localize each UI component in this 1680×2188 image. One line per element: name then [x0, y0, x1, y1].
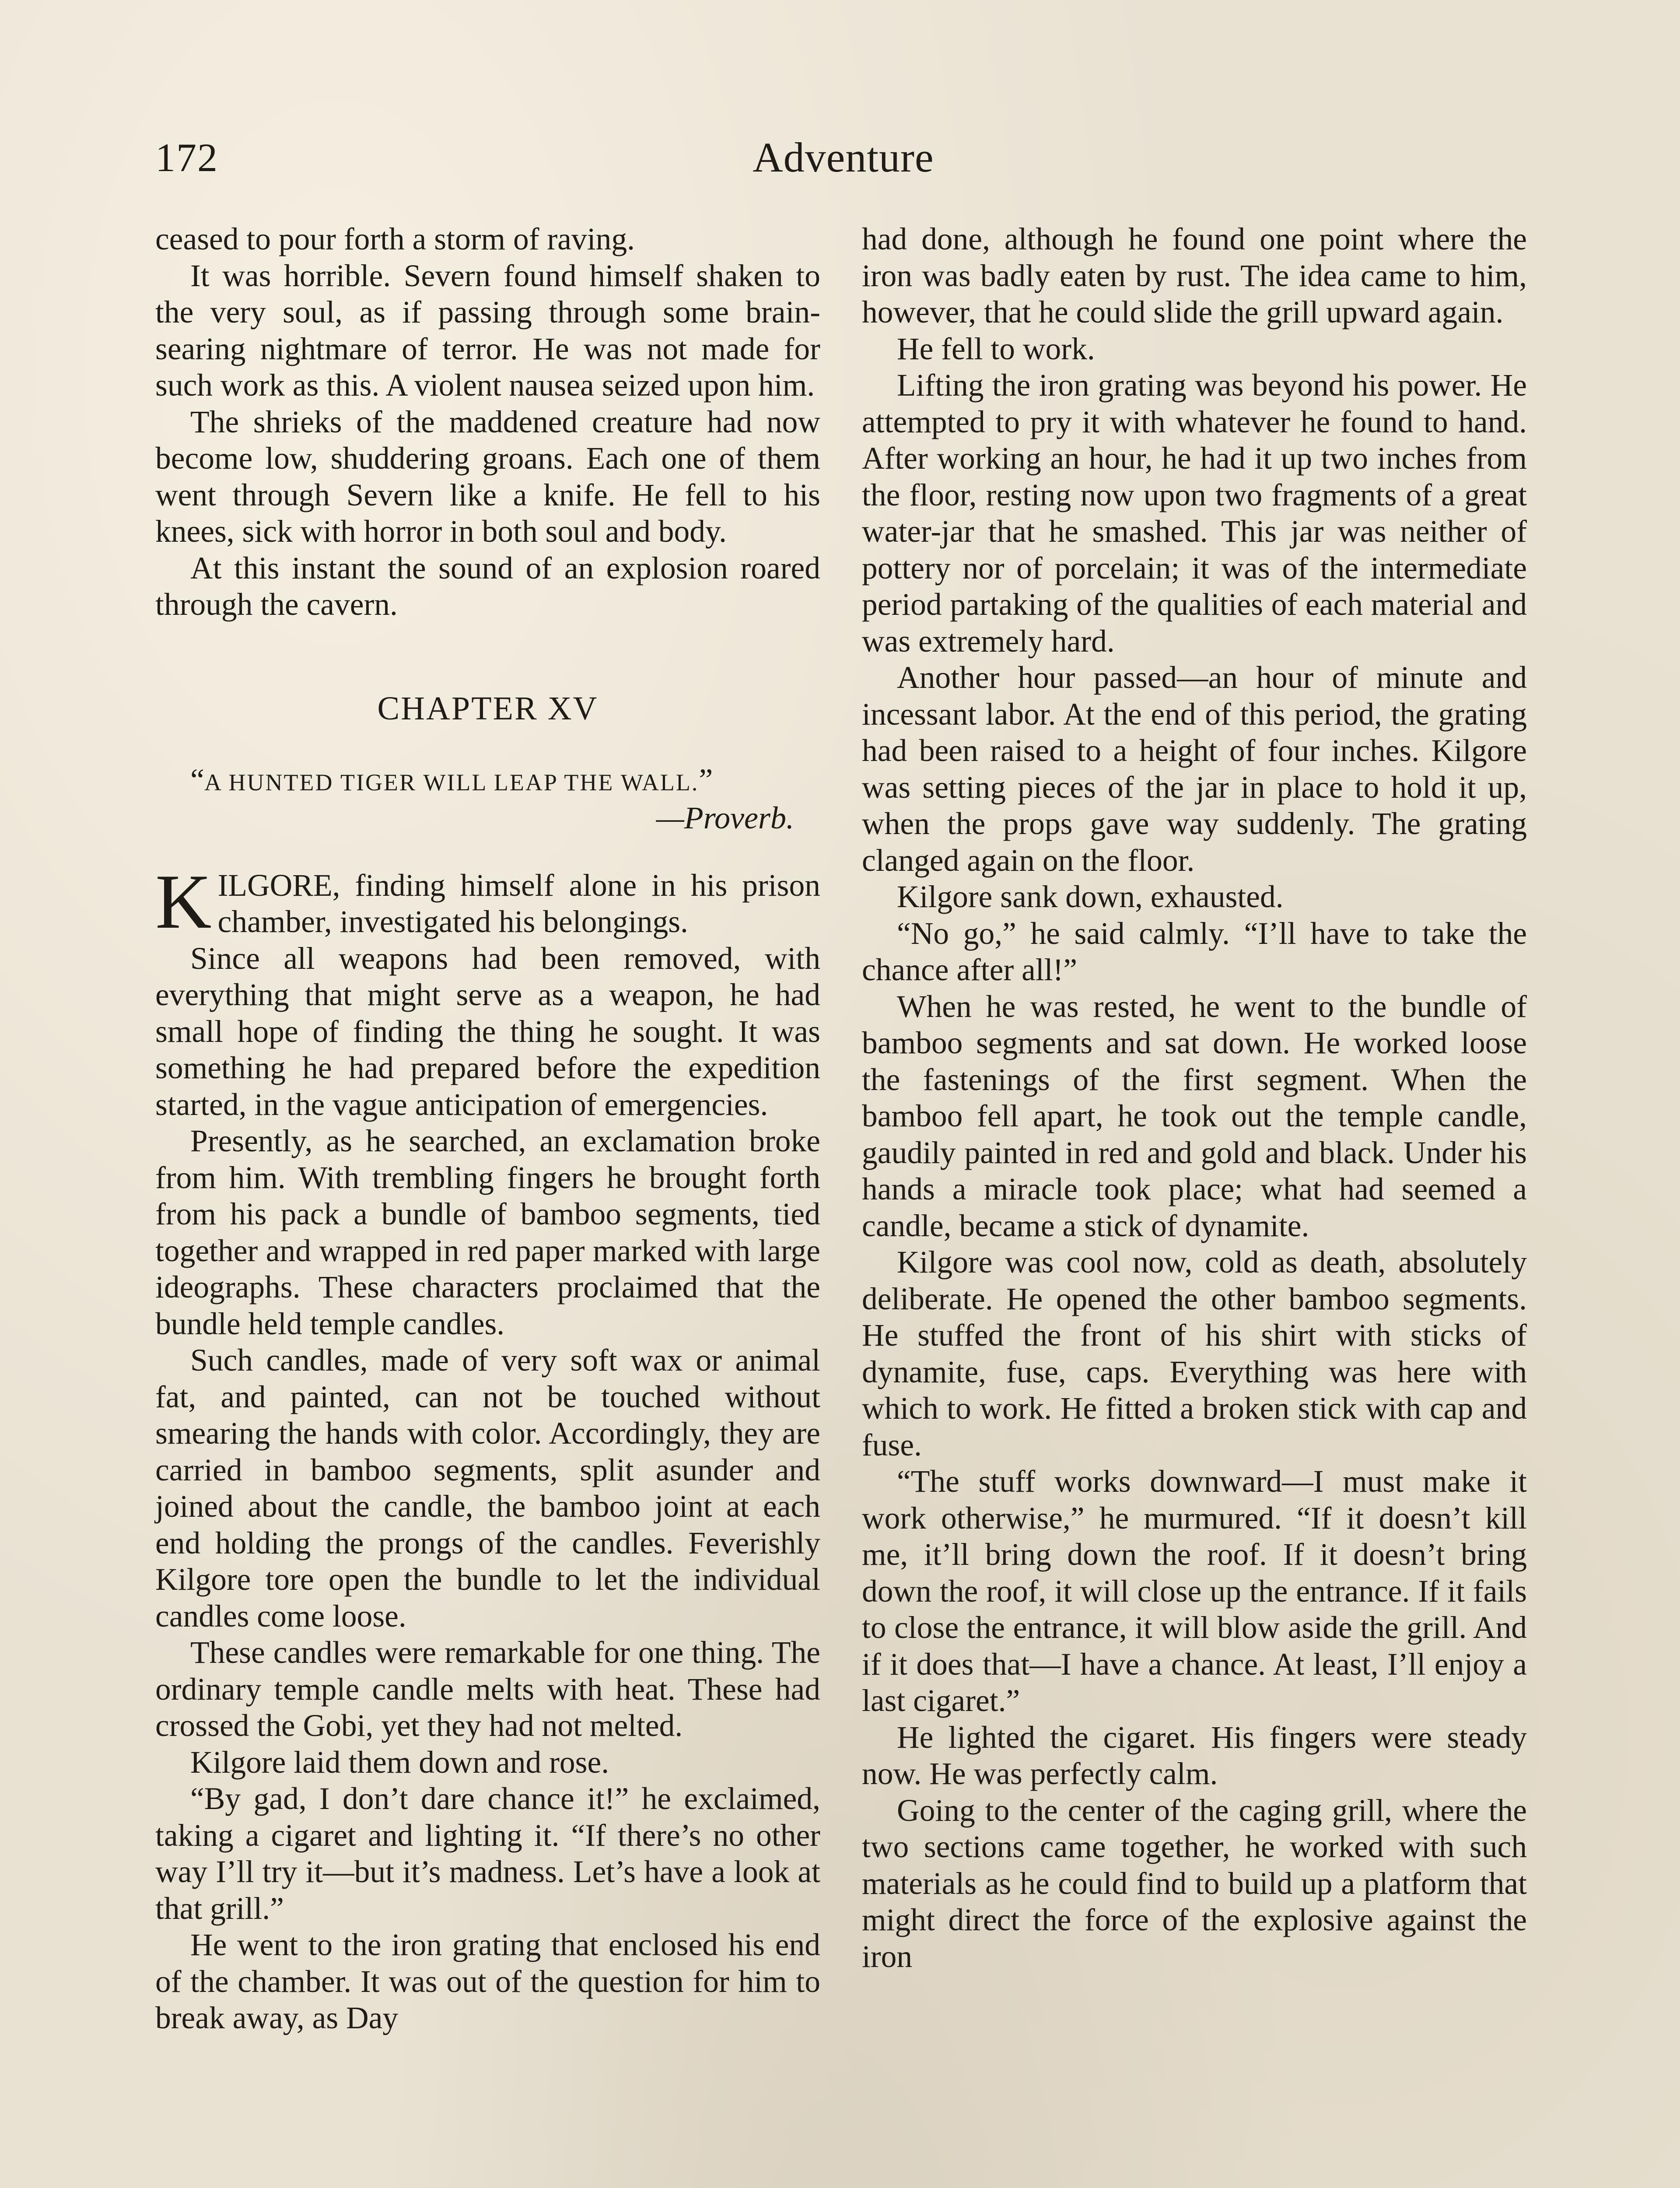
paragraph: Kilgore was cool now, cold as death, absolutely deliberate. He opened the other bamboo segments. He stuffed the front of his shirt with sticks of dynamite, fuse, caps. Everything was here with which to work. He fitted a broken stick with cap and fuse.	[862, 1245, 1527, 1462]
paragraph: had done, although he found one point where the iron was badly eaten by rust. The idea came to him, however, that he could slide the grill upward again.	[862, 222, 1527, 330]
paragraph: Going to the center of the caging grill, where the two sections came together, he worked with such materials as he could find to build up a platform that might direct the force of the explosive against the iron	[862, 1793, 1527, 1974]
opening-paragraph	[155, 858, 820, 945]
opening-text: ILGORE, finding himself alone in his prison chamber, investigated his belongings.	[217, 868, 820, 939]
page-number: 172	[155, 135, 218, 180]
paragraph: Another hour passed—an hour of minute and incessant labor. At the end of this period, the grating had been raised to a height of four inches. Kilgore was setting pieces of the jar in place to hold it up, when the props gave way suddenly. The grating clanged again on the floor.	[862, 660, 1527, 878]
paragraph: Kilgore sank down, exhausted.	[897, 880, 1284, 914]
epigraph-quote: “A HUNTED TIGER WILL LEAP THE WALL.”	[190, 762, 713, 797]
paragraph: It was horrible. Severn found himself shaken to the very soul, as if passing through some brain-searing nightmare of terror. He was not made for such work as this. A violent nausea seized upon him.	[155, 258, 820, 403]
right-column	[862, 221, 1527, 1975]
paragraph: These candles were remarkable for one thing. The ordinary temple candle melts with heat. These had crossed the Gobi, yet they had not melted.	[155, 1635, 820, 1743]
paragraph: Since all weapons had been removed, with everything that might serve as a weapon, he had small hope of finding the thing he sought. It was something he had prepared before the expedition started, in the vague anticipation of emergencies.	[155, 941, 820, 1122]
chapter-heading: CHAPTER XV	[377, 690, 598, 727]
paragraph: At this instant the sound of an explosion roared through the cavern.	[155, 551, 820, 622]
paragraph: He lighted the cigaret. His fingers were steady now. He was perfectly calm.	[862, 1720, 1527, 1791]
epigraph-source: —Proverb.	[656, 800, 794, 835]
paragraph: He went to the iron grating that enclosed his end of the chamber. It was out of the question for him to break away, as Day	[155, 1928, 820, 2035]
drop-cap: K	[155, 858, 212, 945]
left-column	[155, 221, 820, 2037]
paragraph: When he was rested, he went to the bundle of bamboo segments and sat down. He worked loose the fastenings of the first segment. When the bamboo fell apart, he took out the temple candle, gaudily painted in red and gold and black. Under his hands a miracle took place; what had seemed a candle, became a stick of dynamite.	[862, 989, 1527, 1243]
paragraph: He fell to work.	[897, 331, 1095, 366]
paragraph: Kilgore laid them down and rose.	[190, 1745, 609, 1780]
paragraph: ceased to pour forth a storm of raving.	[155, 222, 635, 256]
paragraph: Presently, as he searched, an exclamation broke from him. With trembling fingers he brought forth from his pack a bundle of bamboo segments, tied together and wrapped in red paper marked with large ideographs. These characters proclaimed that the bundle held temple candles.	[155, 1124, 820, 1341]
paragraph: “The stuff works downward—I must make it work otherwise,” he murmured. “If it doesn’t kill me, it’ll bring down the roof. If it doesn’t bring down the roof, it will close up the entrance. If it fails to close the entrance, it will blow aside the grill. And if it does that—I have a chance. At least, I’ll enjoy a last cigaret.”	[862, 1464, 1527, 1718]
epigraph-text: A HUNTED TIGER WILL LEAP THE WALL.	[204, 769, 699, 796]
page-header	[155, 131, 1531, 184]
running-title: Adventure	[752, 134, 934, 181]
paragraph: Lifting the iron grating was beyond his power. He attempted to pry it with whatever he found to hand. After working an hour, he had it up two inches from the floor, resting now upon two fragments of a great water-jar that he smashed. This jar was neither of pottery nor of porcelain; it was of the intermediate period partaking of the qualities of each material and was extremely hard.	[862, 368, 1527, 659]
paragraph: The shrieks of the maddened creature had now become low, shuddering groans. Each one of them went through Severn like a knife. He fell to his knees, sick with horror in both soul and body.	[155, 404, 820, 549]
paragraph: Such candles, made of very soft wax or animal fat, and painted, can not be touched without smearing the hands with color. Accordingly, they are carried in bamboo segments, split asunder and joined about the candle, the bamboo joint at each end holding the prongs of the candles. Feverishly Kilgore tore open the bundle to let the individual candles come loose.	[155, 1343, 820, 1634]
paragraph: “No go,” he said calmly. “I’ll have to take the chance after all!”	[862, 916, 1527, 987]
paragraph: “By gad, I don’t dare chance it!” he exclaimed, taking a cigaret and lighting it. “If there’s no other way I’ll try it—but it’s madness. Let’s have a look at that grill.”	[155, 1781, 820, 1926]
